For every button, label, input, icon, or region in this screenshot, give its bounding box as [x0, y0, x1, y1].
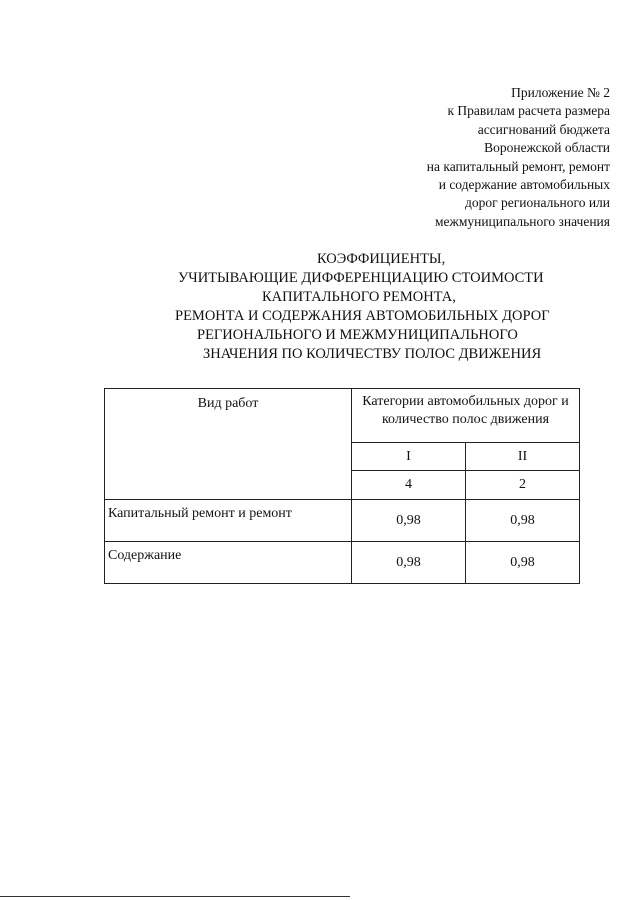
appendix-line: на капитальный ремонт, ремонт: [426, 158, 610, 174]
category-header: Категории автомобильных дорог и количество полос движения: [352, 389, 580, 443]
appendix-line: Воронежской области: [484, 140, 610, 156]
lanes-cell: 2: [466, 471, 580, 500]
work-type-cell: Капитальный ремонт и ремонт: [105, 500, 352, 542]
appendix-line: ассигнований бюджета: [477, 121, 610, 137]
coefficient-cell: 0,98: [352, 500, 466, 542]
title-line: ЗНАЧЕНИЯ ПО КОЛИЧЕСТВУ ПОЛОС ДВИЖЕНИЯ: [203, 346, 542, 362]
coefficient-cell: 0,98: [466, 500, 580, 542]
category-cell: I: [352, 442, 466, 471]
title-line: КАПИТАЛЬНОГО РЕМОНТА,: [262, 289, 456, 305]
appendix-line: к Правилам расчета размера: [447, 103, 610, 119]
coefficient-cell: 0,98: [352, 542, 466, 584]
document-title: [0, 250, 640, 364]
category-cell: II: [466, 442, 580, 471]
appendix-block: [350, 84, 610, 231]
work-type-header: Вид работ: [105, 389, 352, 500]
appendix-line: Приложение № 2: [511, 85, 610, 100]
table-header-row: [105, 389, 580, 443]
table-row: [105, 500, 580, 542]
appendix-line: межмуниципального значения: [434, 213, 610, 229]
lanes-cell: 4: [352, 471, 466, 500]
appendix-line: дорог регионального или: [465, 195, 610, 211]
title-line: УЧИТЫВАЮЩИЕ ДИФФЕРЕНЦИАЦИЮ СТОИМОСТИ: [178, 270, 544, 286]
work-type-cell: Содержание: [105, 542, 352, 584]
appendix-line: и содержание автомобильных: [438, 177, 610, 193]
coefficients-table: [104, 388, 580, 584]
table-row: [105, 542, 580, 584]
title-line: РЕМОНТА И СОДЕРЖАНИЯ АВТОМОБИЛЬНЫХ ДОРОГ: [175, 308, 550, 324]
title-line: КОЭФФИЦИЕНТЫ,: [317, 251, 446, 267]
title-line: РЕГИОНАЛЬНОГО И МЕЖМУНИЦИПАЛЬНОГО: [197, 327, 518, 343]
coefficient-cell: 0,98: [466, 542, 580, 584]
footer-divider: [0, 896, 350, 897]
